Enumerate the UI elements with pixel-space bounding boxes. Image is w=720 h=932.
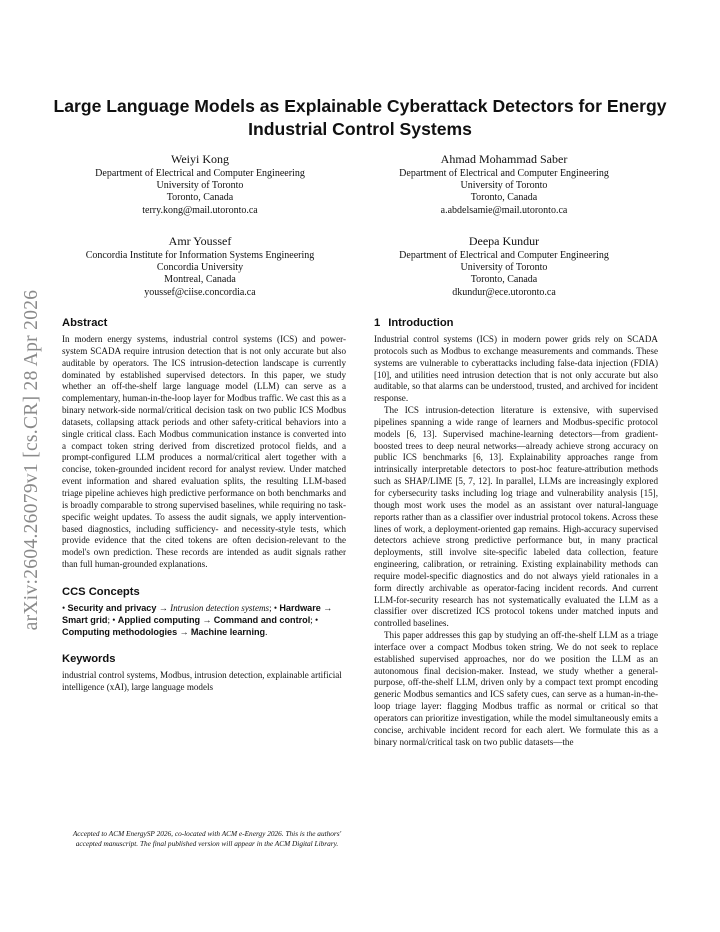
author-location: Montreal, Canada bbox=[164, 274, 236, 286]
author-email[interactable]: a.abdelsamie@mail.utoronto.ca bbox=[440, 204, 568, 216]
author-name: Weiyi Kong bbox=[170, 152, 230, 166]
author-organization: University of Toronto bbox=[460, 262, 548, 274]
intro-paragraph: Industrial control systems (ICS) in modern power grids rely on SCADA protocols such as Modbus to exchange measurements and commands. These systems are vulnerable to cyberattacks including false-data injection (FDIA) [10], and utilities need intrusion detection that is not only accurate but also auditable, so that alarms can be understood, trusted, and archived for incident response. bbox=[374, 334, 658, 404]
author-department: Department of Electrical and Computer Engineering bbox=[95, 168, 305, 179]
introduction-heading bbox=[374, 316, 658, 330]
acceptance-footnote: Accepted to ACM EnergySP 2026, co-located with ACM e-Energy 2026. This is the authors' accepted manuscript. The final published version will appear in the ACM Digital Library. bbox=[72, 829, 342, 848]
paper-title: Large Language Models as Explainable Cyberattack Detectors for Energy Industrial Control Systems bbox=[53, 96, 667, 139]
keywords-text: industrial control systems, Modbus, intrusion detection, explainable artificial intelligence (xAI), large language models bbox=[62, 670, 342, 693]
author-organization: Concordia University bbox=[156, 262, 244, 274]
left-column bbox=[62, 316, 346, 694]
keywords-heading: Keywords bbox=[62, 653, 116, 666]
author-organization: University of Toronto bbox=[460, 180, 548, 192]
arxiv-identifier: arXiv:2604.26079v1 [cs.CR] 28 Apr 2026 bbox=[21, 289, 42, 631]
arxiv-sidebar-stamp bbox=[14, 240, 50, 680]
abstract-heading: Abstract bbox=[62, 317, 108, 329]
intro-paragraph: The ICS intrusion-detection literature is extensive, with supervised pipelines spanning a wide range of learners and Modbus-specific protocol models [6, 13]. Supervised machine-learning detectors—from gradient-boosted trees to deep neural networks—already achieve strong accuracy on public ICS benchmarks [6, 13]. Explainability approaches range from intrinsically interpretable detectors to post-hoc feature-attribution methods such as SHAP/LIME [5, 7, 12]. In parallel, LLMs are increasingly explored for cybersecurity tasks including log triage and vulnerability analysis [15], though most work uses the model as an assistant over natural-language reports rather than as a classifier over industrial protocol tokens. Across these lines of work, a deployment-oriented gap remains. High-accuracy supervised detectors achieve strong predictive performance but, in many practical deployments, still involve site-specific labeled data collection, feature engineering, calibration, or retraining. Existing explainability methods can require model-specific diagnostics and do not always yield rationales in a form directly archivable as operator-facing incident records. And current LLM-for-security research has not systematically evaluated the LLM as a classifier over discretized ICS protocol tokens under matched inputs and controlled baselines. bbox=[374, 405, 658, 629]
ccs-heading: CCS Concepts bbox=[62, 585, 140, 598]
right-column bbox=[374, 316, 658, 749]
author-department: Department of Electrical and Computer Engineering bbox=[399, 250, 609, 261]
author-block bbox=[344, 152, 664, 217]
author-location: Toronto, Canada bbox=[470, 274, 538, 286]
author-block bbox=[40, 234, 360, 299]
author-organization: University of Toronto bbox=[156, 180, 244, 192]
intro-paragraph: This paper addresses this gap by studying an off-the-shelf LLM as a triage interface over a compact Modbus token string. We do not seek to replace established supervised approaches, nor do we position the LLM as an autonomous final decision-maker. Instead, we study whether a general-purpose, off-the-shelf LLM, driven only by a compact text prompt encoding generic Modbus semantics and ICS safety cues, can serve as a human-in-the-loop triage layer: flagging Modbus traffic as normal or critical so that operators can prioritize investigation, while the model simultaneously emits a concise, archivable incident record for each alert. We formulate this as a binary normal/critical task on two public datasets—the bbox=[374, 630, 658, 747]
author-department: Department of Electrical and Computer Engineering bbox=[399, 168, 609, 179]
section-title: Introduction bbox=[388, 317, 454, 329]
author-location: Toronto, Canada bbox=[166, 192, 234, 204]
author-block bbox=[344, 234, 664, 299]
section-number: 1 bbox=[374, 317, 381, 329]
author-email[interactable]: dkundur@ece.utoronto.ca bbox=[452, 286, 556, 298]
ccs-concepts: • Security and privacy → Intrusion detection systems; • Hardware → Smart grid; • Applied computing → Command and control; • Computing methodologies → Machine learning. bbox=[62, 602, 333, 637]
author-name: Amr Youssef bbox=[168, 234, 232, 248]
author-email[interactable]: youssef@ciise.concordia.ca bbox=[144, 286, 256, 298]
author-location: Toronto, Canada bbox=[470, 192, 538, 204]
abstract-text: In modern energy systems, industrial control systems (ICS) and power-system SCADA require intrusion detection that is not only accurate but also auditable by operators. The ICS intrusion-detection landscape is currently dominated by established supervised detectors. In this paper, we study whether an off-the-shelf large language model (LLM) can serve as a complementary, human-in-the-loop layer for Modbus traffic. We cast this as a binary network-side normal/critical decision task on two public ICS Modbus datasets, collapsing attack periods and other safety-critical behaviors into a single critical class. Each Modbus communication instance is converted into a compact token string derived from discretized protocol fields, and a prompt-configured LLM produces a normal/critical alert together with a concise, token-grounded incident record for analyst review. Under matched event information and shared evaluation splits, the resulting LLM-based triage pipeline achieves high predictive performance on both benchmarks and is broadly comparable to strong supervised baselines, while requiring no task-specific weight updates. To assess the audit signals, we apply intervention-based diagnostics, including sufficiency- and necessity-style tests, which provide evidence that the cited tokens are often decision-relevant to the model's own prediction. These records are intended as audit signals rather than full human-grounded explanations. bbox=[62, 334, 346, 570]
author-department: Concordia Institute for Information Systems Engineering bbox=[85, 250, 315, 261]
author-email[interactable]: terry.kong@mail.utoronto.ca bbox=[142, 204, 258, 216]
author-name: Deepa Kundur bbox=[468, 234, 540, 248]
author-block bbox=[40, 152, 360, 217]
author-name: Ahmad Mohammad Saber bbox=[440, 152, 568, 166]
